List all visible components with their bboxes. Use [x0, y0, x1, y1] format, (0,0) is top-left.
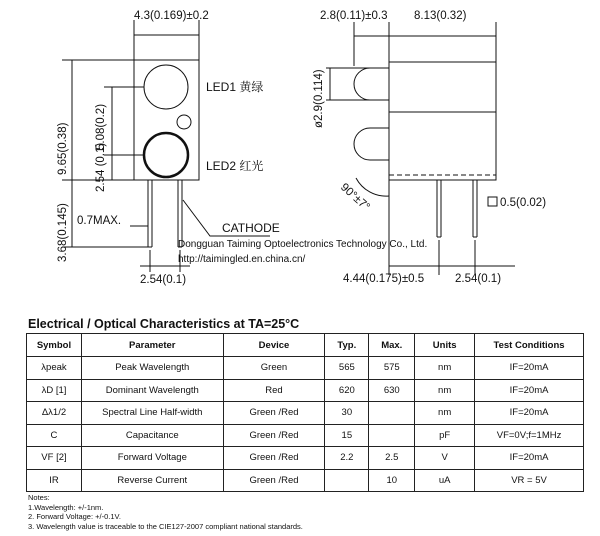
- cell-device: Green /Red: [223, 469, 325, 492]
- front-top-dim: 4.3(0.169)±0.2: [134, 10, 209, 22]
- side-lead-square-dim: 0.5(0.02): [500, 197, 547, 209]
- notes: [28, 493, 303, 531]
- side-offset-dim: 4.44(0.175)±0.5: [343, 273, 425, 285]
- side-pitch-dim: 2.54(0.1): [455, 273, 502, 285]
- cell-units: V: [415, 447, 475, 470]
- side-angle-dim: 90°±7°: [337, 181, 372, 214]
- header-test-conditions: Test Conditions: [475, 334, 584, 357]
- cell-symbol: Δλ1/2: [27, 402, 82, 425]
- cell-test-conditions: IF=20mA: [475, 357, 584, 380]
- cell-units: pF: [415, 424, 475, 447]
- front-led-spacing-dim: 5.08(0.2): [95, 103, 107, 150]
- side-lens-dia-dim: ø2.9(0.114): [313, 69, 325, 128]
- cell-typ: 2.2: [325, 447, 369, 470]
- led2-lens: [144, 133, 188, 177]
- table-row: [27, 357, 584, 380]
- cell-typ: [325, 469, 369, 492]
- cell-max: 2.5: [369, 447, 415, 470]
- alignment-hole: [177, 115, 191, 129]
- note-item: 3. Wavelength value is traceable to the CIE127-2007 compliant national standards.: [28, 521, 303, 531]
- cell-symbol: C: [27, 424, 82, 447]
- header-parameter: Parameter: [81, 334, 223, 357]
- cell-symbol: VF [2]: [27, 447, 82, 470]
- table-row: [27, 447, 584, 470]
- note-item: 1.Wavelength: +/-1nm.: [28, 502, 104, 512]
- cell-device: Green: [223, 357, 325, 380]
- cell-max: [369, 402, 415, 425]
- cell-test-conditions: IF=20mA: [475, 402, 584, 425]
- front-height-dim: 9.65(0.38): [57, 122, 69, 175]
- table-row: [27, 379, 584, 402]
- note-item: 2. Forward Voltage: +/-0.1V.: [28, 512, 121, 521]
- cell-typ: 30: [325, 402, 369, 425]
- cell-max: 575: [369, 357, 415, 380]
- led1-label: LED1 黄绿: [206, 80, 264, 94]
- cell-max: [369, 424, 415, 447]
- header-typ: Typ.: [325, 334, 369, 357]
- header-device: Device: [223, 334, 325, 357]
- side-view-body: [389, 62, 496, 180]
- cell-parameter: Dominant Wavelength: [81, 379, 223, 402]
- cell-parameter: Forward Voltage: [81, 447, 223, 470]
- cell-symbol: λD [1]: [27, 379, 82, 402]
- cathode-label: CATHODE: [222, 221, 280, 235]
- cell-test-conditions: IF=20mA: [475, 447, 584, 470]
- cell-device: Green /Red: [223, 447, 325, 470]
- cell-device: Red: [223, 379, 325, 402]
- table-header-row: [27, 334, 584, 357]
- cell-device: Green /Red: [223, 402, 325, 425]
- cell-device: Green /Red: [223, 424, 325, 447]
- front-lead-length-dim: 3.68(0.145): [57, 203, 69, 262]
- cell-max: 630: [369, 379, 415, 402]
- cell-units: nm: [415, 402, 475, 425]
- front-pitch-dim: 2.54(0.1): [140, 274, 187, 286]
- notes-heading: Notes:: [28, 493, 50, 502]
- cell-typ: 565: [325, 357, 369, 380]
- side-top-dim-left: 2.8(0.11)±0.3: [320, 10, 388, 22]
- cell-symbol: λpeak: [27, 357, 82, 380]
- cell-units: uA: [415, 469, 475, 492]
- led2-label: LED2 红光: [206, 159, 264, 173]
- side-top-dim-right: 8.13(0.32): [414, 10, 467, 22]
- watermark-url: http://taimingled.en.china.cn/: [178, 254, 306, 265]
- cell-parameter: Spectral Line Half-width: [81, 402, 223, 425]
- cell-units: nm: [415, 379, 475, 402]
- cell-parameter: Reverse Current: [81, 469, 223, 492]
- cell-typ: 620: [325, 379, 369, 402]
- table-row: [27, 402, 584, 425]
- front-view-body: [134, 60, 199, 180]
- cell-max: 10: [369, 469, 415, 492]
- led1-lens: [144, 65, 188, 109]
- cell-typ: 15: [325, 424, 369, 447]
- cell-test-conditions: VR = 5V: [475, 469, 584, 492]
- header-symbol: Symbol: [27, 334, 82, 357]
- front-lead-gap-dim: 0.7MAX.: [77, 215, 122, 227]
- watermark-company: Dongguan Taiming Optoelectronics Technology Co., Ltd.: [178, 239, 428, 250]
- cell-parameter: Capacitance: [81, 424, 223, 447]
- front-lower-dim: 2.54 (0.1): [95, 142, 107, 192]
- cell-parameter: Peak Wavelength: [81, 357, 223, 380]
- table-row: [27, 424, 584, 447]
- cell-test-conditions: VF=0V;f=1MHz: [475, 424, 584, 447]
- table-title: Electrical / Optical Characteristics at TA=25°C: [28, 317, 300, 331]
- characteristics-table: [26, 333, 584, 492]
- header-max: Max.: [369, 334, 415, 357]
- table-row: [27, 469, 584, 492]
- cell-symbol: IR: [27, 469, 82, 492]
- cell-units: nm: [415, 357, 475, 380]
- header-units: Units: [415, 334, 475, 357]
- cell-test-conditions: IF=20mA: [475, 379, 584, 402]
